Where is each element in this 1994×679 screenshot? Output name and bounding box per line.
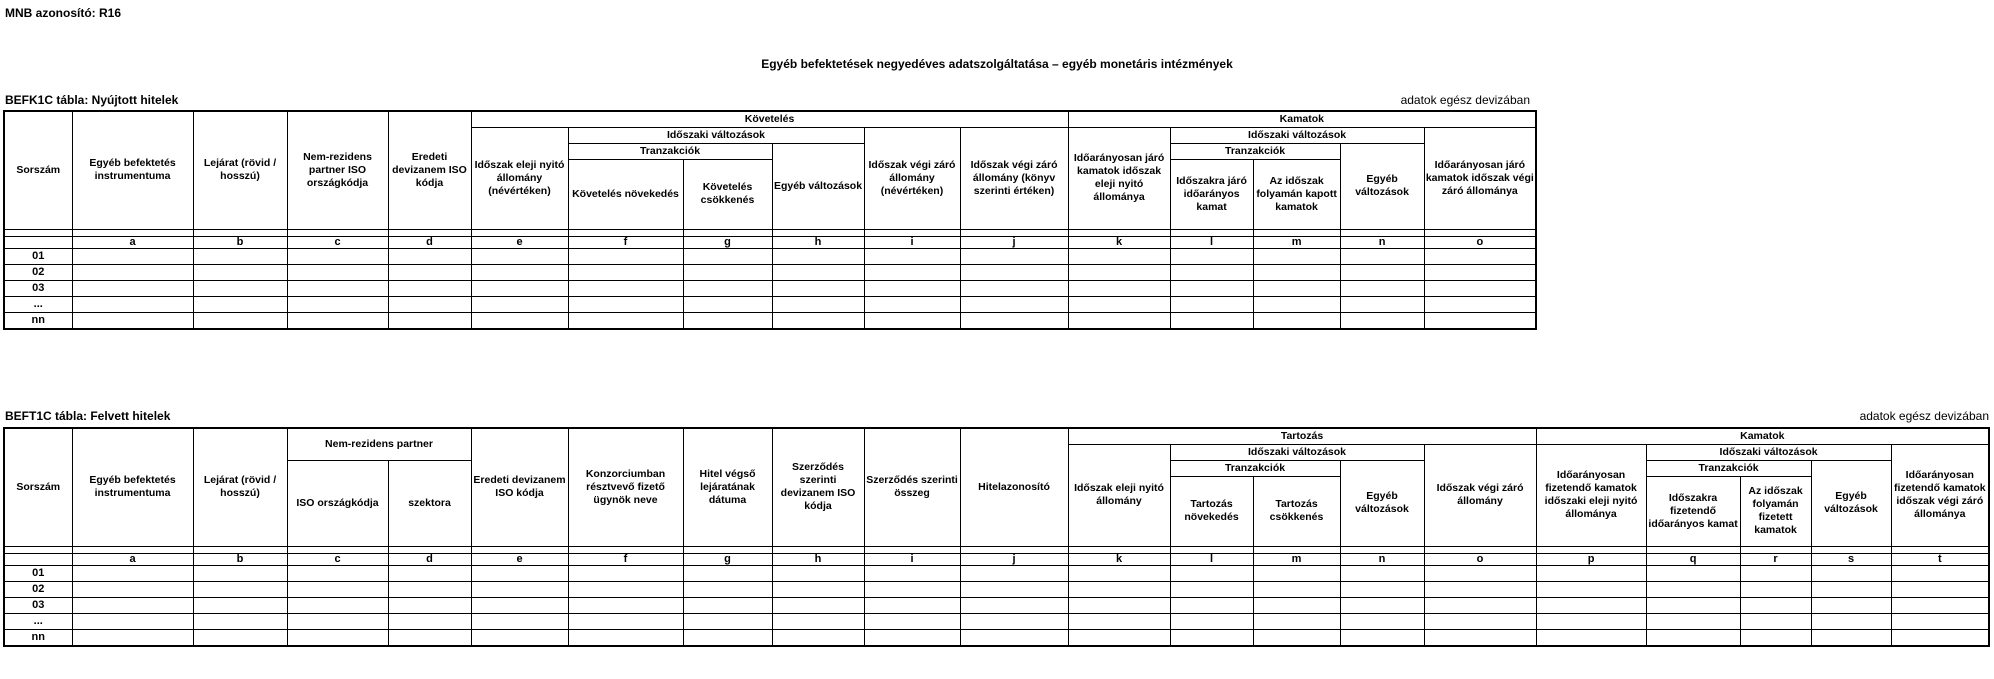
data-cell[interactable] — [683, 248, 772, 264]
data-cell[interactable] — [287, 312, 388, 329]
data-cell[interactable] — [72, 613, 193, 629]
data-cell[interactable] — [960, 581, 1068, 597]
data-cell[interactable] — [1068, 597, 1170, 613]
data-cell[interactable] — [960, 280, 1068, 296]
data-cell[interactable] — [1170, 296, 1253, 312]
data-cell[interactable] — [772, 280, 864, 296]
data-cell[interactable] — [287, 581, 388, 597]
data-cell[interactable] — [193, 629, 287, 646]
data-cell[interactable] — [1740, 581, 1811, 597]
data-cell[interactable] — [471, 312, 568, 329]
data-cell[interactable] — [1170, 629, 1253, 646]
data-cell[interactable] — [772, 248, 864, 264]
data-cell[interactable] — [683, 581, 772, 597]
data-cell[interactable] — [772, 565, 864, 581]
data-cell[interactable] — [1253, 565, 1340, 581]
data-cell[interactable] — [1811, 613, 1891, 629]
data-cell[interactable] — [1068, 629, 1170, 646]
table2-title: BEFT1C tábla: Felvett hitelek — [5, 409, 171, 423]
data-cell[interactable] — [1536, 613, 1646, 629]
t1-letter: n — [1340, 236, 1424, 248]
t2-h-c: ISO országkódja — [287, 460, 388, 546]
t2-h-sorszam: Sorszám — [4, 428, 72, 546]
t1-h-idoszaki: Időszaki változások — [568, 127, 864, 143]
t1-letter: h — [772, 236, 864, 248]
data-cell[interactable] — [1340, 581, 1424, 597]
data-cell[interactable] — [287, 296, 388, 312]
data-cell[interactable] — [864, 296, 960, 312]
data-cell[interactable] — [471, 264, 568, 280]
data-cell[interactable] — [72, 280, 193, 296]
data-cell[interactable] — [864, 280, 960, 296]
data-cell[interactable] — [683, 613, 772, 629]
data-cell[interactable] — [287, 248, 388, 264]
data-cell[interactable] — [960, 565, 1068, 581]
t2-letter: b — [193, 553, 287, 565]
data-cell[interactable] — [193, 248, 287, 264]
data-cell[interactable] — [1424, 581, 1536, 597]
data-cell[interactable] — [72, 597, 193, 613]
data-cell[interactable] — [1068, 264, 1170, 280]
t2-h-m: Tartozás csökkenés — [1253, 476, 1340, 546]
t1-h-kam-tranzakciok: Tranzakciók — [1170, 143, 1340, 159]
data-cell[interactable] — [1253, 613, 1340, 629]
data-cell[interactable] — [568, 280, 683, 296]
data-cell[interactable] — [193, 280, 287, 296]
data-cell[interactable] — [388, 581, 471, 597]
data-cell[interactable] — [1646, 581, 1740, 597]
data-cell[interactable] — [1340, 597, 1424, 613]
t2-letter: q — [1646, 553, 1740, 565]
table1-nyujtott-hitelek — [3, 110, 1537, 330]
data-cell[interactable] — [1424, 613, 1536, 629]
t2-h-d: szektora — [388, 460, 471, 546]
data-cell[interactable] — [1253, 312, 1340, 329]
row-number: ... — [4, 296, 72, 312]
data-cell[interactable] — [568, 248, 683, 264]
t2-h-e: Eredeti devizanem ISO kódja — [471, 428, 568, 546]
row-number: ... — [4, 613, 72, 629]
data-cell[interactable] — [471, 565, 568, 581]
t1-letter: l — [1170, 236, 1253, 248]
data-cell[interactable] — [960, 264, 1068, 280]
data-cell[interactable] — [193, 597, 287, 613]
data-cell[interactable] — [683, 312, 772, 329]
t1-letter: a — [72, 236, 193, 248]
data-cell[interactable] — [471, 581, 568, 597]
t1-h-a: Egyéb befektetés instrumentuma — [72, 111, 193, 229]
row-number: 02 — [4, 264, 72, 280]
t2-letter: i — [864, 553, 960, 565]
data-cell[interactable] — [1068, 296, 1170, 312]
row-number: 03 — [4, 280, 72, 296]
data-cell[interactable] — [1170, 581, 1253, 597]
data-cell[interactable] — [683, 264, 772, 280]
data-cell[interactable] — [1340, 629, 1424, 646]
t1-h-l: Időszakra járó időarányos kamat — [1170, 159, 1253, 229]
t1-letter: f — [568, 236, 683, 248]
table-row — [4, 312, 1536, 329]
t2-h-kam-tranzakciok: Tranzakciók — [1646, 460, 1811, 476]
data-cell[interactable] — [772, 581, 864, 597]
data-cell[interactable] — [1170, 280, 1253, 296]
t2-letter: l — [1170, 553, 1253, 565]
t1-h-d: Eredeti devizanem ISO kódja — [388, 111, 471, 229]
table-row — [4, 597, 1989, 613]
data-cell[interactable] — [1170, 565, 1253, 581]
t2-letter: c — [287, 553, 388, 565]
data-cell[interactable] — [683, 597, 772, 613]
t2-letter: d — [388, 553, 471, 565]
data-cell[interactable] — [864, 312, 960, 329]
t2-letter: s — [1811, 553, 1891, 565]
data-cell[interactable] — [287, 629, 388, 646]
data-cell[interactable] — [1170, 312, 1253, 329]
t1-letter: b — [193, 236, 287, 248]
t2-letter: p — [1536, 553, 1646, 565]
data-cell[interactable] — [1424, 248, 1536, 264]
t1-h-o: Időarányosan járó kamatok időszak végi záró állománya — [1424, 127, 1536, 229]
table-row — [4, 629, 1989, 646]
data-cell[interactable] — [1253, 296, 1340, 312]
data-cell[interactable] — [1891, 581, 1989, 597]
data-cell[interactable] — [1891, 565, 1989, 581]
data-cell[interactable] — [1068, 581, 1170, 597]
data-cell[interactable] — [1170, 248, 1253, 264]
t2-h-q: Időszakra fizetendő időarányos kamat — [1646, 476, 1740, 546]
data-cell[interactable] — [287, 597, 388, 613]
t2-h-kamatok: Kamatok — [1536, 428, 1989, 444]
t2-letter: o — [1424, 553, 1536, 565]
data-cell[interactable] — [864, 565, 960, 581]
data-cell[interactable] — [1340, 613, 1424, 629]
data-cell[interactable] — [1811, 629, 1891, 646]
data-cell[interactable] — [287, 613, 388, 629]
t2-h-a: Egyéb befektetés instrumentuma — [72, 428, 193, 546]
t2-h-g: Hitel végső lejáratának dátuma — [683, 428, 772, 546]
data-cell[interactable] — [1424, 597, 1536, 613]
data-cell[interactable] — [864, 597, 960, 613]
t1-h-g: Követelés csökkenés — [683, 159, 772, 229]
t1-letter: i — [864, 236, 960, 248]
data-cell[interactable] — [193, 613, 287, 629]
t1-letter: e — [471, 236, 568, 248]
t1-h-koveteles: Követelés — [471, 111, 1068, 127]
table-row — [4, 280, 1536, 296]
data-cell[interactable] — [1253, 264, 1340, 280]
data-cell[interactable] — [388, 280, 471, 296]
data-cell[interactable] — [1424, 565, 1536, 581]
data-cell[interactable] — [1536, 629, 1646, 646]
data-cell[interactable] — [471, 280, 568, 296]
t2-h-l: Tartozás növekedés — [1170, 476, 1253, 546]
data-cell[interactable] — [1424, 312, 1536, 329]
data-cell[interactable] — [1811, 565, 1891, 581]
t2-h-t: Időarányosan fizetendő kamatok időszak végi záró állománya — [1891, 444, 1989, 546]
data-cell[interactable] — [568, 581, 683, 597]
data-cell[interactable] — [864, 581, 960, 597]
data-cell[interactable] — [72, 629, 193, 646]
data-cell[interactable] — [1253, 280, 1340, 296]
data-cell[interactable] — [1891, 629, 1989, 646]
table-row — [4, 613, 1989, 629]
t2-h-s: Egyéb változások — [1811, 460, 1891, 546]
data-cell[interactable] — [772, 312, 864, 329]
t2-letter: n — [1340, 553, 1424, 565]
data-cell[interactable] — [1253, 248, 1340, 264]
data-cell[interactable] — [1646, 613, 1740, 629]
data-cell[interactable] — [772, 296, 864, 312]
data-cell[interactable] — [1340, 296, 1424, 312]
data-cell[interactable] — [1424, 629, 1536, 646]
mnb-id: MNB azonosító: R16 — [5, 6, 122, 20]
data-cell[interactable] — [1424, 296, 1536, 312]
t2-letter: a — [72, 553, 193, 565]
t1-h-tranzakciok: Tranzakciók — [568, 143, 772, 159]
t1-h-m: Az időszak folyamán kapott kamatok — [1253, 159, 1340, 229]
t2-letter: h — [772, 553, 864, 565]
data-cell[interactable] — [1340, 280, 1424, 296]
row-number: 03 — [4, 597, 72, 613]
data-cell[interactable] — [388, 613, 471, 629]
t1-h-n: Egyéb változások — [1340, 143, 1424, 229]
data-cell[interactable] — [193, 565, 287, 581]
data-cell[interactable] — [1424, 280, 1536, 296]
data-cell[interactable] — [1646, 597, 1740, 613]
data-cell[interactable] — [1740, 613, 1811, 629]
data-cell[interactable] — [72, 296, 193, 312]
data-cell[interactable] — [1891, 597, 1989, 613]
data-cell[interactable] — [772, 264, 864, 280]
t2-h-r: Az időszak folyamán fizetett kamatok — [1740, 476, 1811, 546]
t2-letter: f — [568, 553, 683, 565]
t2-h-partner: Nem-rezidens partner — [287, 428, 471, 460]
t1-h-kam-idoszaki: Időszaki változások — [1170, 127, 1424, 143]
data-cell[interactable] — [287, 280, 388, 296]
data-cell[interactable] — [1536, 581, 1646, 597]
t1-letter: d — [388, 236, 471, 248]
table1-unit: adatok egész devizában — [1400, 93, 1530, 107]
data-cell[interactable] — [1424, 264, 1536, 280]
data-cell[interactable] — [72, 264, 193, 280]
data-cell[interactable] — [772, 629, 864, 646]
t2-h-idoszaki: Időszaki változások — [1170, 444, 1424, 460]
data-cell[interactable] — [193, 296, 287, 312]
data-cell[interactable] — [1340, 248, 1424, 264]
t2-h-tartozas: Tartozás — [1068, 428, 1536, 444]
t1-letter: j — [960, 236, 1068, 248]
data-cell[interactable] — [471, 613, 568, 629]
t1-letter: k — [1068, 236, 1170, 248]
data-cell[interactable] — [960, 629, 1068, 646]
data-cell[interactable] — [568, 296, 683, 312]
data-cell[interactable] — [193, 264, 287, 280]
t1-h-j: Időszak végi záró állomány (könyv szerinti értéken) — [960, 127, 1068, 229]
data-cell[interactable] — [568, 312, 683, 329]
data-cell[interactable] — [193, 312, 287, 329]
data-cell[interactable] — [72, 581, 193, 597]
table2-felvett-hitelek — [3, 427, 1990, 647]
table-row — [4, 581, 1989, 597]
t1-h-c: Nem-rezidens partner ISO országkódja — [287, 111, 388, 229]
data-cell[interactable] — [864, 629, 960, 646]
data-cell[interactable] — [683, 280, 772, 296]
data-cell[interactable] — [72, 312, 193, 329]
data-cell[interactable] — [960, 613, 1068, 629]
data-cell[interactable] — [1068, 248, 1170, 264]
data-cell[interactable] — [683, 565, 772, 581]
data-cell[interactable] — [388, 565, 471, 581]
data-cell[interactable] — [568, 597, 683, 613]
t2-h-p: Időarányosan fizetendő kamatok időszaki eleji nyitó állománya — [1536, 444, 1646, 546]
t1-h-sorszam: Sorszám — [4, 111, 72, 229]
data-cell[interactable] — [1253, 581, 1340, 597]
data-cell[interactable] — [1646, 565, 1740, 581]
data-cell[interactable] — [388, 629, 471, 646]
data-cell[interactable] — [287, 264, 388, 280]
data-cell[interactable] — [287, 565, 388, 581]
data-cell[interactable] — [388, 296, 471, 312]
data-cell[interactable] — [864, 613, 960, 629]
data-cell[interactable] — [772, 597, 864, 613]
data-cell[interactable] — [864, 248, 960, 264]
data-cell[interactable] — [72, 565, 193, 581]
data-cell[interactable] — [1811, 581, 1891, 597]
t2-letter: t — [1891, 553, 1989, 565]
row-number: 01 — [4, 565, 72, 581]
t2-h-i: Szerződés szerinti összeg — [864, 428, 960, 546]
table1-title: BEFK1C tábla: Nyújtott hitelek — [5, 93, 179, 107]
data-cell[interactable] — [471, 597, 568, 613]
t1-h-f: Követelés növekedés — [568, 159, 683, 229]
t2-h-kam-idoszaki: Időszaki változások — [1646, 444, 1891, 460]
data-cell[interactable] — [1646, 629, 1740, 646]
t1-letter: c — [287, 236, 388, 248]
data-cell[interactable] — [1740, 565, 1811, 581]
data-cell[interactable] — [1340, 565, 1424, 581]
data-cell[interactable] — [1068, 565, 1170, 581]
row-number: nn — [4, 629, 72, 646]
data-cell[interactable] — [960, 248, 1068, 264]
data-cell[interactable] — [1068, 312, 1170, 329]
data-cell[interactable] — [568, 613, 683, 629]
t2-letter: k — [1068, 553, 1170, 565]
data-cell[interactable] — [471, 248, 568, 264]
t2-letter: r — [1740, 553, 1811, 565]
data-cell[interactable] — [1068, 280, 1170, 296]
data-cell[interactable] — [1536, 565, 1646, 581]
t1-h-b: Lejárat (rövid / hosszú) — [193, 111, 287, 229]
table2-unit: adatok egész devizában — [1859, 409, 1989, 423]
data-cell[interactable] — [960, 597, 1068, 613]
t2-h-f: Konzorciumban résztvevő fizető ügynök neve — [568, 428, 683, 546]
t2-h-k: Időszak eleji nyitó állomány — [1068, 444, 1170, 546]
table-row — [4, 264, 1536, 280]
data-cell[interactable] — [388, 248, 471, 264]
t1-letter: o — [1424, 236, 1536, 248]
row-number: 01 — [4, 248, 72, 264]
data-cell[interactable] — [1811, 597, 1891, 613]
table-row — [4, 248, 1536, 264]
data-cell[interactable] — [1170, 264, 1253, 280]
document-title: Egyéb befektetések negyedéves adatszolgáltatása – egyéb monetáris intézmények — [761, 57, 1233, 71]
t2-letter: e — [471, 553, 568, 565]
t2-h-b: Lejárat (rövid / hosszú) — [193, 428, 287, 546]
t1-letter: g — [683, 236, 772, 248]
t1-h-kamatok: Kamatok — [1068, 111, 1536, 127]
data-cell[interactable] — [1891, 613, 1989, 629]
data-cell[interactable] — [568, 629, 683, 646]
table-row — [4, 296, 1536, 312]
t2-letter: j — [960, 553, 1068, 565]
t1-h-k: Időarányosan járó kamatok időszak eleji nyitó állománya — [1068, 127, 1170, 229]
data-cell[interactable] — [960, 312, 1068, 329]
data-cell[interactable] — [772, 613, 864, 629]
data-cell[interactable] — [1340, 312, 1424, 329]
t2-h-n: Egyéb változások — [1340, 460, 1424, 546]
table-row — [4, 565, 1989, 581]
t2-h-j: Hitelazonosító — [960, 428, 1068, 546]
t2-h-tranzakciok: Tranzakciók — [1170, 460, 1340, 476]
t2-letter: m — [1253, 553, 1340, 565]
data-cell[interactable] — [1253, 597, 1340, 613]
data-cell[interactable] — [1253, 629, 1340, 646]
t2-h-o: Időszak végi záró állomány — [1424, 444, 1536, 546]
data-cell[interactable] — [388, 597, 471, 613]
data-cell[interactable] — [1170, 613, 1253, 629]
data-cell[interactable] — [388, 264, 471, 280]
t1-h-e: Időszak eleji nyitó állomány (névértéken) — [471, 127, 568, 229]
data-cell[interactable] — [683, 629, 772, 646]
t2-letter: g — [683, 553, 772, 565]
t2-h-h: Szerződés szerinti devizanem ISO kódja — [772, 428, 864, 546]
data-cell[interactable] — [960, 296, 1068, 312]
data-cell[interactable] — [683, 296, 772, 312]
data-cell[interactable] — [1068, 613, 1170, 629]
data-cell[interactable] — [471, 296, 568, 312]
t1-letter: m — [1253, 236, 1340, 248]
t1-h-h: Egyéb változások — [772, 143, 864, 229]
data-cell[interactable] — [1340, 264, 1424, 280]
data-cell[interactable] — [1740, 597, 1811, 613]
data-cell[interactable] — [193, 581, 287, 597]
data-cell[interactable] — [1536, 597, 1646, 613]
data-cell[interactable] — [471, 629, 568, 646]
data-cell[interactable] — [388, 312, 471, 329]
data-cell[interactable] — [1740, 629, 1811, 646]
data-cell[interactable] — [864, 264, 960, 280]
data-cell[interactable] — [568, 264, 683, 280]
data-cell[interactable] — [1170, 597, 1253, 613]
row-number: nn — [4, 312, 72, 329]
data-cell[interactable] — [568, 565, 683, 581]
t1-h-i: Időszak végi záró állomány (névértéken) — [864, 127, 960, 229]
data-cell[interactable] — [72, 248, 193, 264]
row-number: 02 — [4, 581, 72, 597]
